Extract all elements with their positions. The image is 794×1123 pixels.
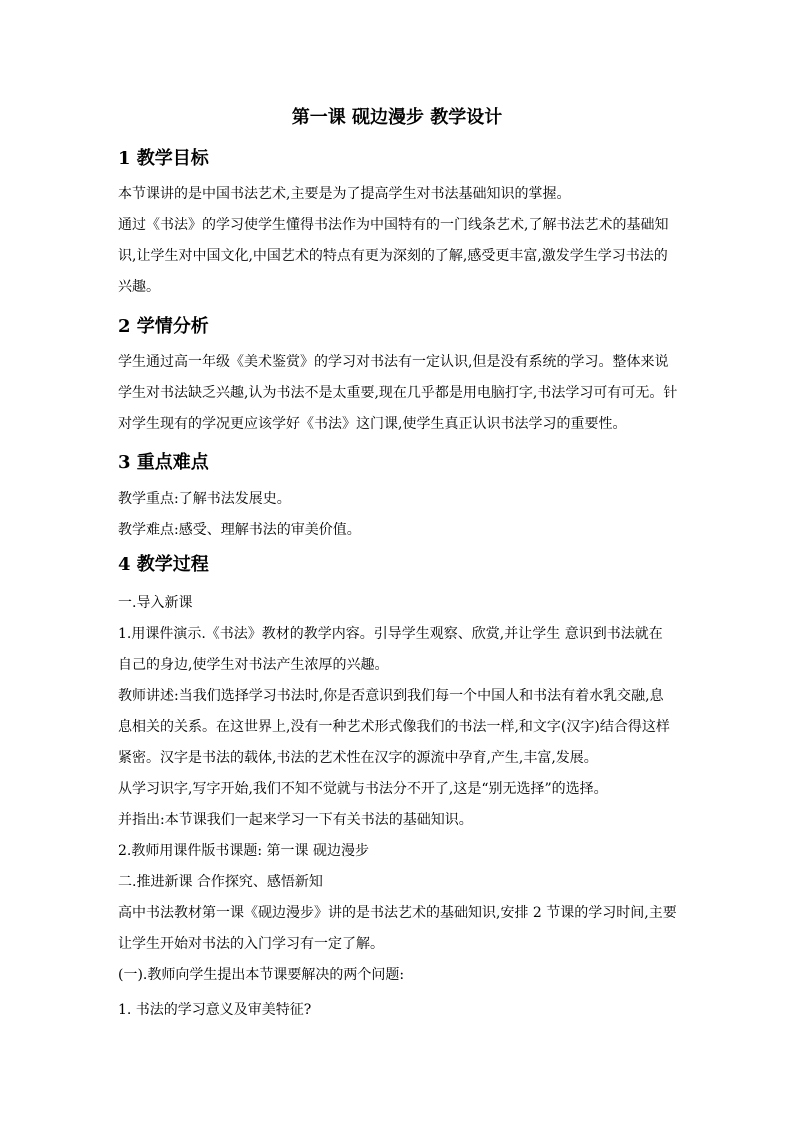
paragraph-text: 教学重点:了解书法发展史。 <box>118 491 291 507</box>
document-title: 第一课 砚边漫步 教学设计 <box>291 107 503 128</box>
section-heading-process: 4 教学过程 <box>118 554 209 575</box>
paragraph-text: 对学生现有的学况更应该学好《书法》这门课,使学生真正认识书法学习的重要性。 <box>118 416 627 432</box>
paragraph-text: 兴趣。 <box>118 279 160 295</box>
section-heading-objectives: 1 教学目标 <box>118 148 209 169</box>
paragraph-text: 学生对书法缺乏兴趣,认为书法不是太重要,现在几乎都是用电脑打字,书法学习可有可无。针 <box>118 385 678 401</box>
sub-heading: 一.导入新课 <box>118 595 193 611</box>
paragraph-text: 从学习识字,写字开始,我们不知不觉就与书法分不开了,这是“别无选择”的选择。 <box>118 781 608 797</box>
sub-heading: 二.推进新课 合作探究、感悟新知 <box>118 874 323 890</box>
paragraph-text: 2.教师用课件版书课题: 第一课 砚边漫步 <box>118 843 369 859</box>
paragraph-text: (一).教师向学生提出本节课要解决的两个问题: <box>118 967 405 983</box>
paragraph-text: 教学难点:感受、理解书法的审美价值。 <box>118 522 361 538</box>
paragraph-text: 学生通过高一年级《美术鉴赏》的学习对书法有一定认识,但是没有系统的学习。整体来说 <box>118 354 669 370</box>
paragraph-text: 通过《书法》的学习使学生懂得书法作为中国特有的一门线条艺术,了解书法艺术的基础知 <box>118 217 669 233</box>
paragraph-text: 自己的身边,使学生对书法产生浓厚的兴趣。 <box>118 657 389 673</box>
paragraph-text: 让学生开始对书法的入门学习有一定了解。 <box>118 936 384 952</box>
paragraph-text: 识,让学生对中国文化,中国艺术的特点有更为深刻的了解,感受更丰富,激发学生学习书法的 <box>118 248 668 264</box>
paragraph-text: 并指出:本节课我们一起来学习一下有关书法的基础知识。 <box>118 812 473 828</box>
paragraph-text: 1.用课件演示.《书法》教材的教学内容。引导学生观察、欣赏,并让学生 意识到书法就在 <box>118 626 663 642</box>
question-item: 1. 书法的学习意义及审美特征? <box>118 1002 312 1018</box>
paragraph-text: 本节课讲的是中国书法艺术,主要是为了提高学生对书法基础知识的掌握。 <box>118 186 571 202</box>
paragraph-text: 教师讲述:当我们选择学习书法时,你是否意识到我们每一个中国人和书法有着水乳交融,息 <box>118 688 664 704</box>
paragraph-text: 息相关的关系。在这世界上,没有一种艺术形式像我们的书法一样,和文字(汉字)结合得这样 <box>118 719 670 735</box>
section-heading-analysis: 2 学情分析 <box>118 316 209 337</box>
section-heading-key-points: 3 重点难点 <box>118 452 209 473</box>
paragraph-text: 高中书法教材第一课《砚边漫步》讲的是书法艺术的基础知识,安排 2 节课的学习时间,主要 <box>118 905 677 921</box>
paragraph-text: 紧密。汉字是书法的载体,书法的艺术性在汉字的源流中孕育,产生,丰富,发展。 <box>118 750 598 766</box>
